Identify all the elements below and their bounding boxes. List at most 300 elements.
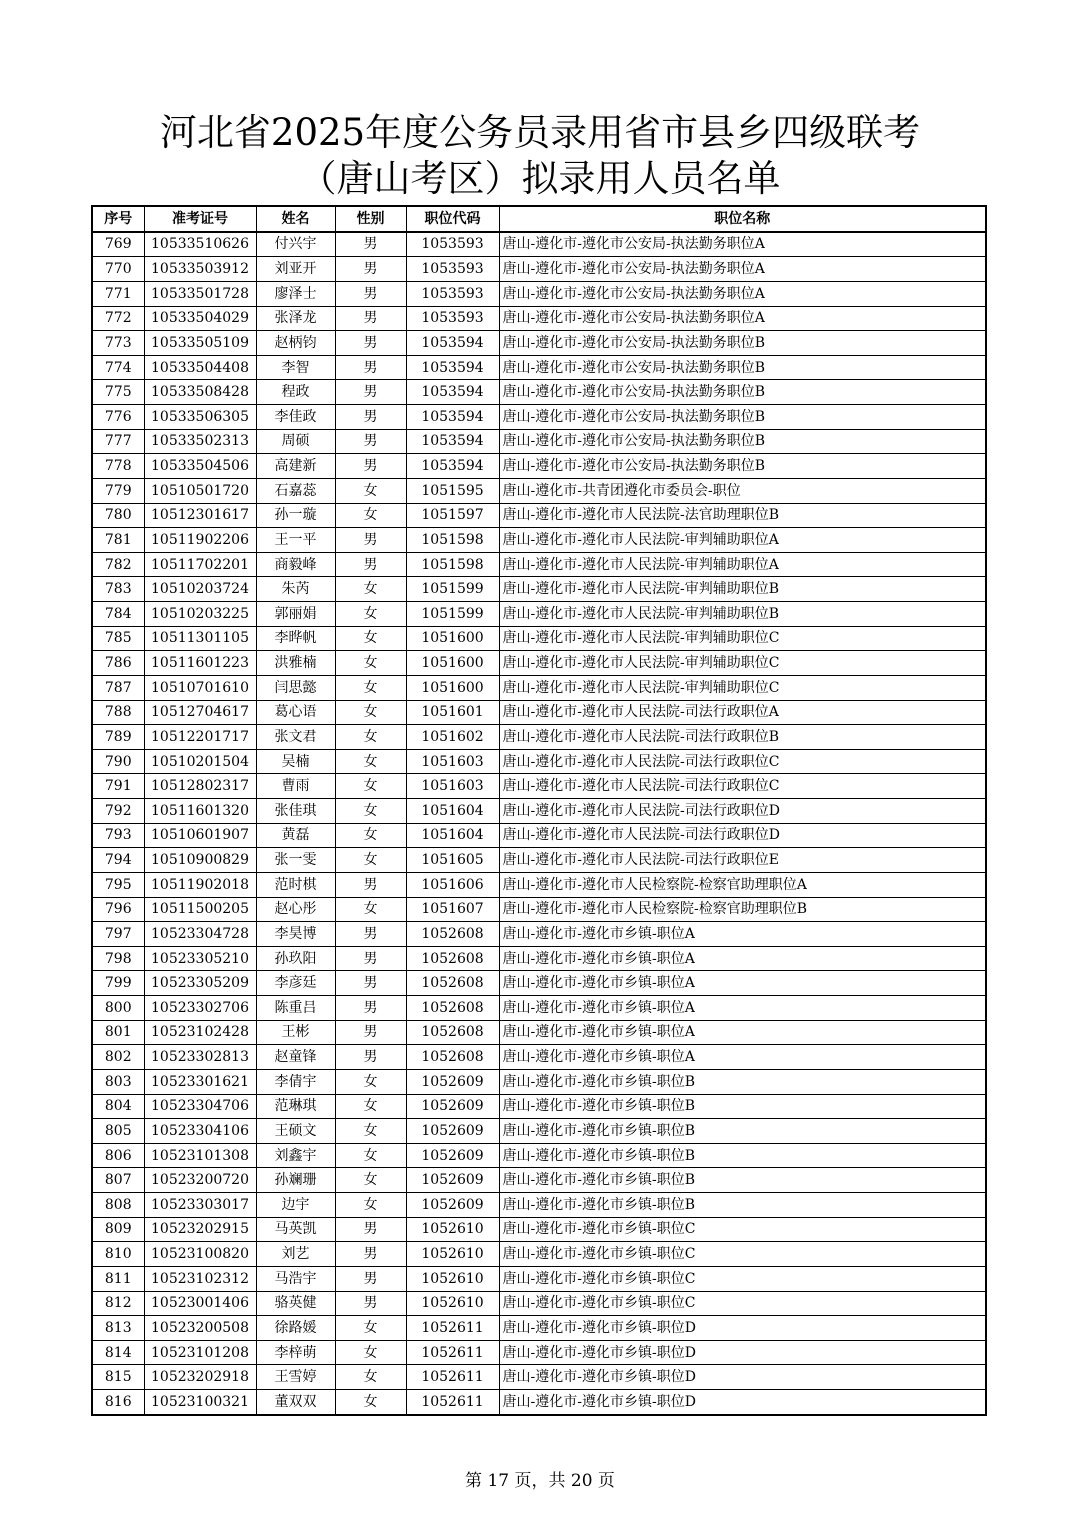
table-row bbox=[92, 823, 986, 848]
cell-name: 石嘉蕊 bbox=[256, 478, 335, 503]
cell-exam-id: 10523101308 bbox=[144, 1143, 256, 1168]
cell-index: 790 bbox=[92, 749, 144, 774]
cell-position-code: 1051603 bbox=[406, 774, 499, 799]
cell-position-code: 1053594 bbox=[406, 405, 499, 430]
cell-name: 商毅峰 bbox=[256, 552, 335, 577]
table-row bbox=[92, 1168, 986, 1193]
cell-exam-id: 10523100820 bbox=[144, 1242, 256, 1267]
table-row bbox=[92, 700, 986, 725]
table-row bbox=[92, 872, 986, 897]
table-row bbox=[92, 749, 986, 774]
cell-gender: 男 bbox=[335, 1266, 406, 1291]
page-number: 第 17 页，共 20 页 bbox=[465, 1471, 615, 1491]
cell-gender: 女 bbox=[335, 725, 406, 750]
cell-index: 777 bbox=[92, 429, 144, 454]
cell-gender: 女 bbox=[335, 1168, 406, 1193]
cell-gender: 女 bbox=[335, 478, 406, 503]
cell-position-name: 唐山-遵化市-遵化市乡镇-职位D bbox=[499, 1390, 986, 1415]
cell-position-name: 唐山-遵化市-共青团遵化市委员会-职位 bbox=[499, 478, 986, 503]
cell-index: 781 bbox=[92, 528, 144, 553]
cell-gender: 女 bbox=[335, 602, 406, 627]
cell-gender: 女 bbox=[335, 1069, 406, 1094]
cell-gender: 男 bbox=[335, 405, 406, 430]
cell-name: 范琳琪 bbox=[256, 1094, 335, 1119]
cell-name: 李梓萌 bbox=[256, 1340, 335, 1365]
cell-name: 高建新 bbox=[256, 454, 335, 479]
table-row bbox=[92, 1217, 986, 1242]
cell-position-code: 1052610 bbox=[406, 1217, 499, 1242]
table-row bbox=[92, 1340, 986, 1365]
cell-index: 800 bbox=[92, 996, 144, 1021]
cell-position-name: 唐山-遵化市-遵化市人民法院-司法行政职位C bbox=[499, 749, 986, 774]
cell-index: 776 bbox=[92, 405, 144, 430]
cell-exam-id: 10512301617 bbox=[144, 503, 256, 528]
cell-gender: 男 bbox=[335, 380, 406, 405]
table-row bbox=[92, 331, 986, 356]
table-row bbox=[92, 429, 986, 454]
table-row bbox=[92, 1390, 986, 1415]
cell-gender: 女 bbox=[335, 626, 406, 651]
cell-index: 786 bbox=[92, 651, 144, 676]
cell-exam-id: 10523301621 bbox=[144, 1069, 256, 1094]
cell-position-code: 1052610 bbox=[406, 1242, 499, 1267]
cell-index: 814 bbox=[92, 1340, 144, 1365]
cell-index: 792 bbox=[92, 799, 144, 824]
table-header-row bbox=[92, 206, 986, 232]
cell-gender: 男 bbox=[335, 922, 406, 947]
cell-position-name: 唐山-遵化市-遵化市公安局-执法勤务职位B bbox=[499, 331, 986, 356]
cell-position-code: 1053594 bbox=[406, 429, 499, 454]
cell-name: 赵柄钧 bbox=[256, 331, 335, 356]
cell-index: 805 bbox=[92, 1119, 144, 1144]
cell-exam-id: 10523200720 bbox=[144, 1168, 256, 1193]
cell-position-name: 唐山-遵化市-遵化市公安局-执法勤务职位B bbox=[499, 454, 986, 479]
cell-exam-id: 10523303017 bbox=[144, 1193, 256, 1218]
cell-exam-id: 10523304706 bbox=[144, 1094, 256, 1119]
cell-name: 王一平 bbox=[256, 528, 335, 553]
cell-position-code: 1051604 bbox=[406, 823, 499, 848]
table-row bbox=[92, 1365, 986, 1390]
cell-index: 812 bbox=[92, 1291, 144, 1316]
cell-position-name: 唐山-遵化市-遵化市人民法院-司法行政职位D bbox=[499, 799, 986, 824]
cell-exam-id: 10523302813 bbox=[144, 1045, 256, 1070]
cell-gender: 男 bbox=[335, 257, 406, 282]
cell-exam-id: 10523305210 bbox=[144, 946, 256, 971]
cell-position-name: 唐山-遵化市-遵化市乡镇-职位A bbox=[499, 1020, 986, 1045]
cell-name: 李彦廷 bbox=[256, 971, 335, 996]
table-row bbox=[92, 725, 986, 750]
cell-gender: 女 bbox=[335, 897, 406, 922]
table-row bbox=[92, 1266, 986, 1291]
cell-position-code: 1052609 bbox=[406, 1069, 499, 1094]
table-row bbox=[92, 405, 986, 430]
table-row bbox=[92, 232, 986, 257]
col-header-position-name: 职位名称 bbox=[499, 206, 986, 232]
cell-exam-id: 10510501720 bbox=[144, 478, 256, 503]
cell-gender: 男 bbox=[335, 1242, 406, 1267]
cell-exam-id: 10533501728 bbox=[144, 281, 256, 306]
cell-name: 徐路媛 bbox=[256, 1316, 335, 1341]
document-title: 河北省2025年度公务员录用省市县乡四级联考 bbox=[159, 111, 921, 154]
cell-position-code: 1052608 bbox=[406, 1045, 499, 1070]
cell-position-name: 唐山-遵化市-遵化市乡镇-职位B bbox=[499, 1168, 986, 1193]
cell-gender: 男 bbox=[335, 528, 406, 553]
cell-name: 周硕 bbox=[256, 429, 335, 454]
cell-name: 李佳政 bbox=[256, 405, 335, 430]
cell-position-name: 唐山-遵化市-遵化市人民法院-司法行政职位C bbox=[499, 774, 986, 799]
cell-gender: 女 bbox=[335, 774, 406, 799]
table-row bbox=[92, 1242, 986, 1267]
table-row bbox=[92, 626, 986, 651]
cell-name: 孙玖阳 bbox=[256, 946, 335, 971]
cell-index: 782 bbox=[92, 552, 144, 577]
cell-position-name: 唐山-遵化市-遵化市乡镇-职位A bbox=[499, 946, 986, 971]
cell-exam-id: 10523305209 bbox=[144, 971, 256, 996]
table-row bbox=[92, 478, 986, 503]
cell-position-code: 1052609 bbox=[406, 1193, 499, 1218]
cell-gender: 男 bbox=[335, 355, 406, 380]
cell-gender: 男 bbox=[335, 1020, 406, 1045]
cell-position-code: 1051603 bbox=[406, 749, 499, 774]
cell-exam-id: 10533506305 bbox=[144, 405, 256, 430]
cell-position-name: 唐山-遵化市-遵化市乡镇-职位A bbox=[499, 996, 986, 1021]
cell-index: 806 bbox=[92, 1143, 144, 1168]
cell-name: 刘亚开 bbox=[256, 257, 335, 282]
cell-position-name: 唐山-遵化市-遵化市人民法院-审判辅助职位C bbox=[499, 651, 986, 676]
table-row bbox=[92, 996, 986, 1021]
cell-name: 李倩宇 bbox=[256, 1069, 335, 1094]
cell-exam-id: 10523304728 bbox=[144, 922, 256, 947]
cell-exam-id: 10523202918 bbox=[144, 1365, 256, 1390]
cell-gender: 男 bbox=[335, 971, 406, 996]
cell-gender: 男 bbox=[335, 1291, 406, 1316]
cell-position-code: 1053594 bbox=[406, 355, 499, 380]
cell-name: 马浩宇 bbox=[256, 1266, 335, 1291]
cell-position-name: 唐山-遵化市-遵化市公安局-执法勤务职位A bbox=[499, 306, 986, 331]
cell-name: 刘鑫宇 bbox=[256, 1143, 335, 1168]
table-row bbox=[92, 503, 986, 528]
cell-position-code: 1053593 bbox=[406, 232, 499, 257]
cell-name: 付兴宇 bbox=[256, 232, 335, 257]
cell-position-name: 唐山-遵化市-遵化市人民法院-司法行政职位B bbox=[499, 725, 986, 750]
cell-index: 780 bbox=[92, 503, 144, 528]
cell-name: 葛心语 bbox=[256, 700, 335, 725]
cell-position-name: 唐山-遵化市-遵化市人民检察院-检察官助理职位B bbox=[499, 897, 986, 922]
table-row bbox=[92, 380, 986, 405]
cell-name: 王彬 bbox=[256, 1020, 335, 1045]
cell-position-code: 1052609 bbox=[406, 1119, 499, 1144]
cell-name: 王硕文 bbox=[256, 1119, 335, 1144]
cell-gender: 女 bbox=[335, 675, 406, 700]
cell-index: 801 bbox=[92, 1020, 144, 1045]
cell-index: 799 bbox=[92, 971, 144, 996]
cell-exam-id: 10510601907 bbox=[144, 823, 256, 848]
cell-exam-id: 10533502313 bbox=[144, 429, 256, 454]
cell-position-code: 1051607 bbox=[406, 897, 499, 922]
cell-gender: 男 bbox=[335, 306, 406, 331]
cell-position-name: 唐山-遵化市-遵化市乡镇-职位B bbox=[499, 1069, 986, 1094]
cell-exam-id: 10511702201 bbox=[144, 552, 256, 577]
cell-position-name: 唐山-遵化市-遵化市乡镇-职位A bbox=[499, 971, 986, 996]
cell-index: 808 bbox=[92, 1193, 144, 1218]
cell-position-code: 1053593 bbox=[406, 306, 499, 331]
table-row bbox=[92, 1291, 986, 1316]
cell-name: 李昊博 bbox=[256, 922, 335, 947]
cell-gender: 女 bbox=[335, 700, 406, 725]
cell-index: 798 bbox=[92, 946, 144, 971]
cell-position-name: 唐山-遵化市-遵化市公安局-执法勤务职位B bbox=[499, 355, 986, 380]
cell-position-code: 1053594 bbox=[406, 380, 499, 405]
table-row bbox=[92, 281, 986, 306]
cell-index: 802 bbox=[92, 1045, 144, 1070]
cell-position-code: 1053593 bbox=[406, 257, 499, 282]
cell-name: 郭丽娟 bbox=[256, 602, 335, 627]
cell-gender: 女 bbox=[335, 577, 406, 602]
cell-exam-id: 10512201717 bbox=[144, 725, 256, 750]
cell-index: 787 bbox=[92, 675, 144, 700]
cell-name: 黄磊 bbox=[256, 823, 335, 848]
cell-gender: 男 bbox=[335, 872, 406, 897]
table-row bbox=[92, 651, 986, 676]
cell-index: 803 bbox=[92, 1069, 144, 1094]
cell-position-name: 唐山-遵化市-遵化市乡镇-职位C bbox=[499, 1217, 986, 1242]
cell-gender: 男 bbox=[335, 1217, 406, 1242]
cell-name: 边宇 bbox=[256, 1193, 335, 1218]
table-row bbox=[92, 848, 986, 873]
cell-position-code: 1052611 bbox=[406, 1316, 499, 1341]
cell-gender: 男 bbox=[335, 454, 406, 479]
cell-index: 772 bbox=[92, 306, 144, 331]
cell-index: 778 bbox=[92, 454, 144, 479]
cell-gender: 男 bbox=[335, 1045, 406, 1070]
cell-index: 813 bbox=[92, 1316, 144, 1341]
cell-index: 816 bbox=[92, 1390, 144, 1415]
cell-index: 796 bbox=[92, 897, 144, 922]
cell-gender: 女 bbox=[335, 1143, 406, 1168]
table-row bbox=[92, 454, 986, 479]
cell-position-name: 唐山-遵化市-遵化市人民法院-审判辅助职位C bbox=[499, 626, 986, 651]
cell-index: 795 bbox=[92, 872, 144, 897]
cell-index: 788 bbox=[92, 700, 144, 725]
cell-position-code: 1052611 bbox=[406, 1390, 499, 1415]
cell-position-code: 1052608 bbox=[406, 946, 499, 971]
cell-exam-id: 10523100321 bbox=[144, 1390, 256, 1415]
table-row bbox=[92, 1069, 986, 1094]
cell-index: 770 bbox=[92, 257, 144, 282]
cell-exam-id: 10510701610 bbox=[144, 675, 256, 700]
cell-gender: 女 bbox=[335, 1365, 406, 1390]
cell-position-name: 唐山-遵化市-遵化市人民法院-审判辅助职位B bbox=[499, 577, 986, 602]
cell-name: 李晔帆 bbox=[256, 626, 335, 651]
cell-position-name: 唐山-遵化市-遵化市公安局-执法勤务职位B bbox=[499, 405, 986, 430]
cell-gender: 女 bbox=[335, 1316, 406, 1341]
col-header-exam-id: 准考证号 bbox=[144, 206, 256, 232]
cell-index: 779 bbox=[92, 478, 144, 503]
cell-name: 董双双 bbox=[256, 1390, 335, 1415]
cell-gender: 男 bbox=[335, 281, 406, 306]
cell-position-name: 唐山-遵化市-遵化市乡镇-职位D bbox=[499, 1365, 986, 1390]
cell-position-name: 唐山-遵化市-遵化市乡镇-职位D bbox=[499, 1340, 986, 1365]
cell-exam-id: 10523001406 bbox=[144, 1291, 256, 1316]
cell-exam-id: 10512802317 bbox=[144, 774, 256, 799]
table-row bbox=[92, 675, 986, 700]
table-row bbox=[92, 946, 986, 971]
cell-position-code: 1052608 bbox=[406, 1020, 499, 1045]
cell-name: 曹雨 bbox=[256, 774, 335, 799]
cell-position-name: 唐山-遵化市-遵化市乡镇-职位B bbox=[499, 1094, 986, 1119]
table-row bbox=[92, 306, 986, 331]
cell-gender: 男 bbox=[335, 331, 406, 356]
cell-index: 794 bbox=[92, 848, 144, 873]
cell-position-code: 1051599 bbox=[406, 577, 499, 602]
table-row bbox=[92, 552, 986, 577]
table-row bbox=[92, 528, 986, 553]
cell-name: 陈重吕 bbox=[256, 996, 335, 1021]
cell-position-name: 唐山-遵化市-遵化市公安局-执法勤务职位A bbox=[499, 232, 986, 257]
table-row bbox=[92, 1193, 986, 1218]
cell-gender: 女 bbox=[335, 799, 406, 824]
cell-position-code: 1052608 bbox=[406, 996, 499, 1021]
cell-position-name: 唐山-遵化市-遵化市乡镇-职位C bbox=[499, 1242, 986, 1267]
cell-name: 王雪婷 bbox=[256, 1365, 335, 1390]
cell-gender: 女 bbox=[335, 1340, 406, 1365]
table-row bbox=[92, 1020, 986, 1045]
table-row bbox=[92, 602, 986, 627]
cell-position-name: 唐山-遵化市-遵化市公安局-执法勤务职位B bbox=[499, 380, 986, 405]
cell-exam-id: 10523304106 bbox=[144, 1119, 256, 1144]
table-row bbox=[92, 774, 986, 799]
cell-index: 809 bbox=[92, 1217, 144, 1242]
cell-position-code: 1052610 bbox=[406, 1266, 499, 1291]
cell-name: 孙斓珊 bbox=[256, 1168, 335, 1193]
cell-position-code: 1053594 bbox=[406, 454, 499, 479]
cell-position-code: 1051604 bbox=[406, 799, 499, 824]
cell-name: 张文君 bbox=[256, 725, 335, 750]
cell-position-name: 唐山-遵化市-遵化市人民法院-审判辅助职位A bbox=[499, 552, 986, 577]
cell-gender: 男 bbox=[335, 429, 406, 454]
table-row bbox=[92, 355, 986, 380]
cell-position-name: 唐山-遵化市-遵化市人民法院-法官助理职位B bbox=[499, 503, 986, 528]
cell-exam-id: 10523302706 bbox=[144, 996, 256, 1021]
cell-index: 769 bbox=[92, 232, 144, 257]
cell-position-name: 唐山-遵化市-遵化市公安局-执法勤务职位B bbox=[499, 429, 986, 454]
cell-name: 洪雅楠 bbox=[256, 651, 335, 676]
cell-name: 张佳琪 bbox=[256, 799, 335, 824]
table-row bbox=[92, 1045, 986, 1070]
cell-exam-id: 10510201504 bbox=[144, 749, 256, 774]
cell-exam-id: 10511902018 bbox=[144, 872, 256, 897]
cell-exam-id: 10523101208 bbox=[144, 1340, 256, 1365]
cell-index: 784 bbox=[92, 602, 144, 627]
cell-index: 783 bbox=[92, 577, 144, 602]
cell-position-code: 1051599 bbox=[406, 602, 499, 627]
cell-name: 孙一璇 bbox=[256, 503, 335, 528]
cell-position-name: 唐山-遵化市-遵化市人民法院-司法行政职位A bbox=[499, 700, 986, 725]
cell-gender: 女 bbox=[335, 848, 406, 873]
cell-name: 张泽龙 bbox=[256, 306, 335, 331]
cell-position-code: 1052611 bbox=[406, 1365, 499, 1390]
cell-exam-id: 10511601320 bbox=[144, 799, 256, 824]
cell-position-name: 唐山-遵化市-遵化市乡镇-职位A bbox=[499, 1045, 986, 1070]
cell-position-name: 唐山-遵化市-遵化市公安局-执法勤务职位A bbox=[499, 281, 986, 306]
cell-name: 程政 bbox=[256, 380, 335, 405]
cell-exam-id: 10523102312 bbox=[144, 1266, 256, 1291]
table-row bbox=[92, 257, 986, 282]
cell-index: 807 bbox=[92, 1168, 144, 1193]
document-subtitle: （唐山考区）拟录用人员名单 bbox=[299, 157, 781, 200]
cell-position-code: 1051598 bbox=[406, 528, 499, 553]
table-row bbox=[92, 1316, 986, 1341]
cell-position-code: 1052610 bbox=[406, 1291, 499, 1316]
cell-exam-id: 10533505109 bbox=[144, 331, 256, 356]
cell-position-code: 1052609 bbox=[406, 1168, 499, 1193]
cell-gender: 女 bbox=[335, 1390, 406, 1415]
cell-name: 赵童锋 bbox=[256, 1045, 335, 1070]
cell-index: 771 bbox=[92, 281, 144, 306]
cell-name: 范时棋 bbox=[256, 872, 335, 897]
table-row bbox=[92, 922, 986, 947]
cell-exam-id: 10533504506 bbox=[144, 454, 256, 479]
cell-position-name: 唐山-遵化市-遵化市人民法院-审判辅助职位A bbox=[499, 528, 986, 553]
cell-position-name: 唐山-遵化市-遵化市乡镇-职位B bbox=[499, 1143, 986, 1168]
cell-index: 773 bbox=[92, 331, 144, 356]
cell-position-name: 唐山-遵化市-遵化市乡镇-职位B bbox=[499, 1193, 986, 1218]
cell-position-code: 1051600 bbox=[406, 651, 499, 676]
table-row bbox=[92, 1094, 986, 1119]
cell-index: 793 bbox=[92, 823, 144, 848]
cell-index: 797 bbox=[92, 922, 144, 947]
table-row bbox=[92, 897, 986, 922]
cell-position-name: 唐山-遵化市-遵化市乡镇-职位A bbox=[499, 922, 986, 947]
cell-index: 785 bbox=[92, 626, 144, 651]
cell-name: 朱芮 bbox=[256, 577, 335, 602]
cell-name: 吴楠 bbox=[256, 749, 335, 774]
cell-position-code: 1051605 bbox=[406, 848, 499, 873]
cell-exam-id: 10510203225 bbox=[144, 602, 256, 627]
cell-name: 廖泽士 bbox=[256, 281, 335, 306]
cell-position-name: 唐山-遵化市-遵化市人民法院-司法行政职位E bbox=[499, 848, 986, 873]
cell-gender: 女 bbox=[335, 823, 406, 848]
cell-index: 775 bbox=[92, 380, 144, 405]
cell-exam-id: 10511301105 bbox=[144, 626, 256, 651]
cell-position-code: 1051601 bbox=[406, 700, 499, 725]
cell-exam-id: 10533504029 bbox=[144, 306, 256, 331]
cell-name: 马英凯 bbox=[256, 1217, 335, 1242]
cell-exam-id: 10533504408 bbox=[144, 355, 256, 380]
cell-position-name: 唐山-遵化市-遵化市人民检察院-检察官助理职位A bbox=[499, 872, 986, 897]
cell-index: 774 bbox=[92, 355, 144, 380]
cell-index: 804 bbox=[92, 1094, 144, 1119]
roster-table bbox=[91, 205, 987, 1416]
cell-position-name: 唐山-遵化市-遵化市公安局-执法勤务职位A bbox=[499, 257, 986, 282]
cell-name: 骆英健 bbox=[256, 1291, 335, 1316]
cell-index: 810 bbox=[92, 1242, 144, 1267]
cell-exam-id: 10511902206 bbox=[144, 528, 256, 553]
cell-position-code: 1051598 bbox=[406, 552, 499, 577]
cell-exam-id: 10523200508 bbox=[144, 1316, 256, 1341]
col-header-name: 姓名 bbox=[256, 206, 335, 232]
cell-gender: 女 bbox=[335, 1119, 406, 1144]
cell-exam-id: 10510900829 bbox=[144, 848, 256, 873]
cell-position-name: 唐山-遵化市-遵化市人民法院-司法行政职位D bbox=[499, 823, 986, 848]
cell-exam-id: 10511601223 bbox=[144, 651, 256, 676]
cell-position-code: 1052609 bbox=[406, 1143, 499, 1168]
cell-name: 刘艺 bbox=[256, 1242, 335, 1267]
cell-index: 789 bbox=[92, 725, 144, 750]
cell-exam-id: 10512704617 bbox=[144, 700, 256, 725]
col-header-index: 序号 bbox=[92, 206, 144, 232]
col-header-gender: 性别 bbox=[335, 206, 406, 232]
